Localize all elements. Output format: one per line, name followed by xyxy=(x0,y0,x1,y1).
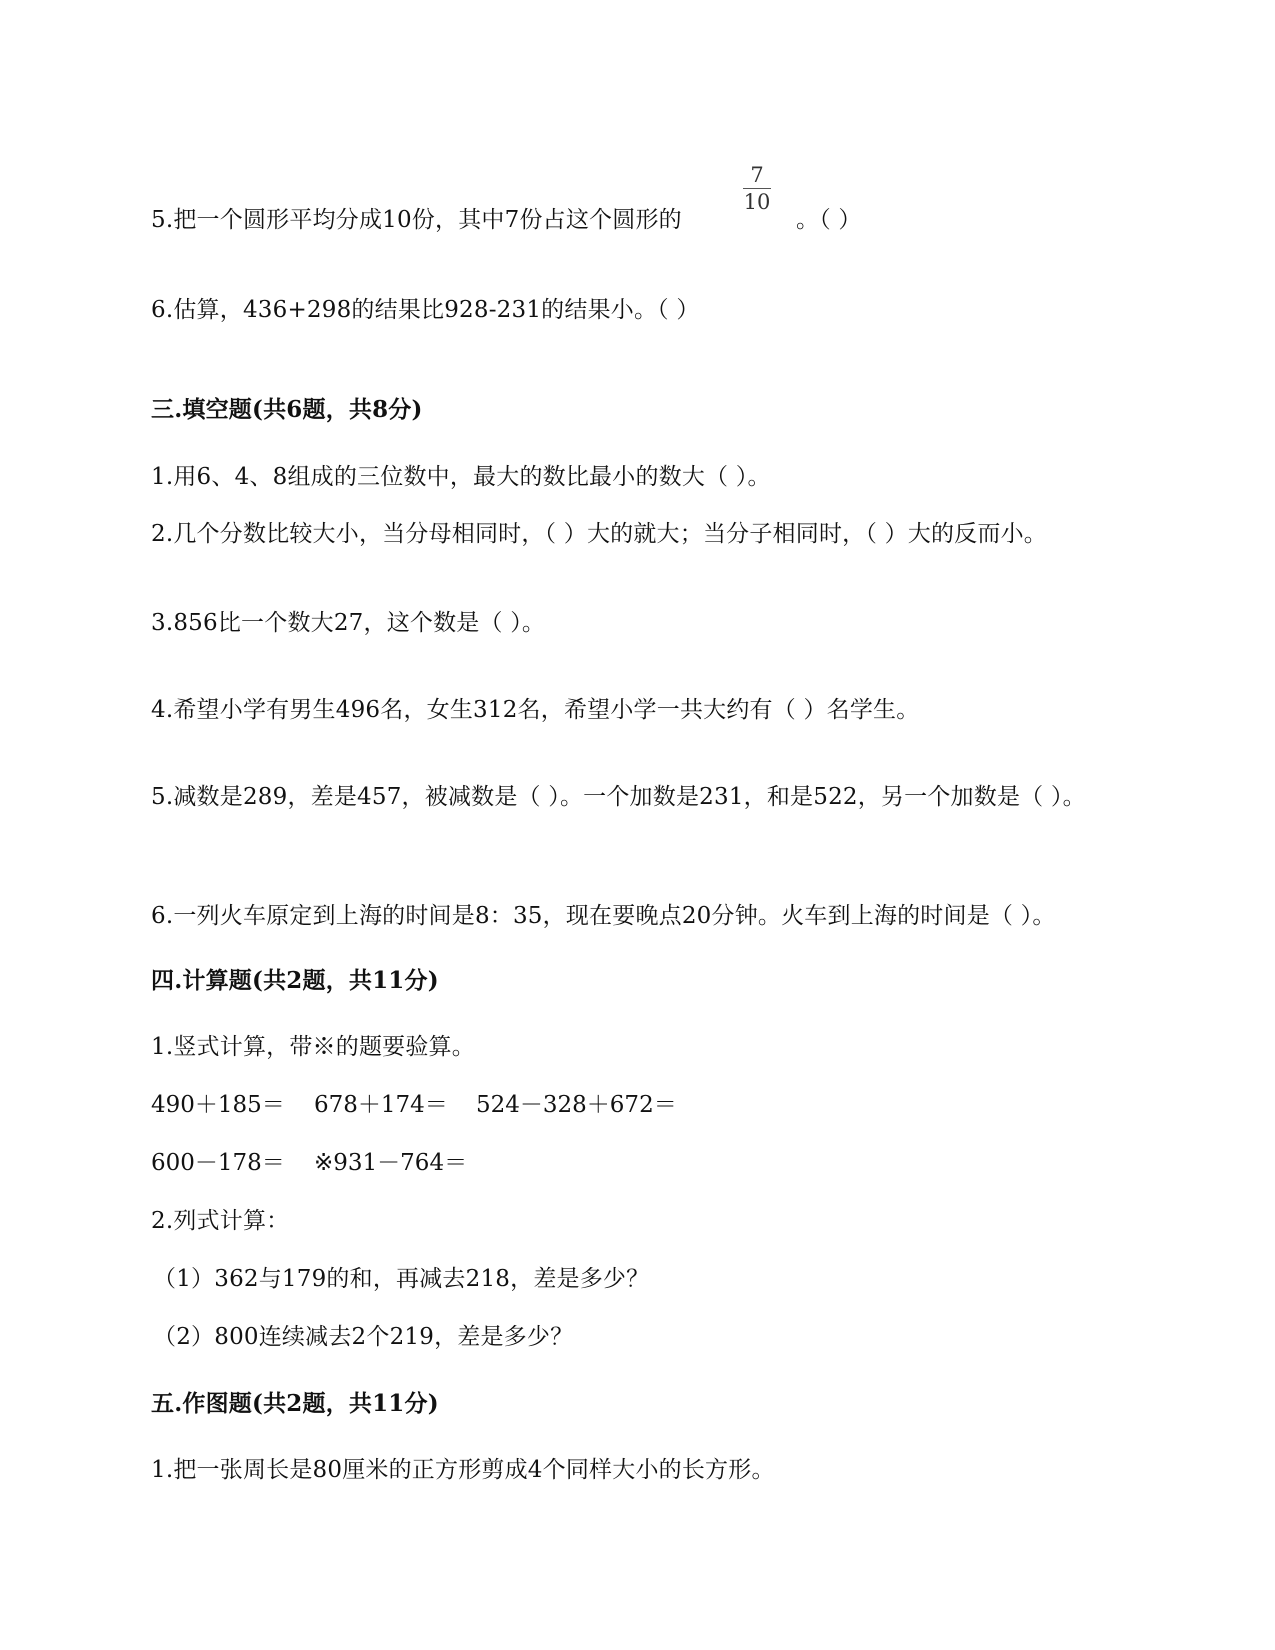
calc-item: ※931－764＝ xyxy=(314,1150,468,1176)
question-text: 5.把一个圆形平均分成10份，其中7份占这个圆形的 xyxy=(151,207,682,233)
question-3-3: 3.856比一个数大27，这个数是（ ）。 xyxy=(151,610,546,636)
calc-item: 678＋174＝ xyxy=(314,1092,448,1118)
question-4-2-2: （2）800连续减去2个219，差是多少？ xyxy=(153,1324,574,1350)
question-2-5-tail xyxy=(796,203,862,237)
calc-item: 490＋185＝ xyxy=(151,1092,285,1118)
calc-item: 524－328＋672＝ xyxy=(476,1092,677,1118)
fraction-bar xyxy=(743,188,771,189)
question-4-2: 2.列式计算： xyxy=(151,1208,290,1234)
question-3-5: 5.减数是289，差是457，被减数是（ ）。一个加数是231，和是522，另一个加数是（ ）。 xyxy=(151,784,1086,810)
calc-row-2 xyxy=(151,1146,467,1180)
question-5-1: 1.把一张周长是80厘米的正方形剪成4个同样大小的长方形。 xyxy=(151,1457,775,1483)
question-3-6: 6.一列火车原定到上海的时间是8：35，现在要晚点20分钟。火车到上海的时间是（ ）。 xyxy=(151,903,1056,929)
question-2-6 xyxy=(151,293,700,327)
question-text: 6.估算，436+298的结果比928-231的结果小。（ ） xyxy=(151,297,700,323)
calc-row-1 xyxy=(151,1088,677,1122)
fraction-numerator: 7 xyxy=(750,163,764,187)
question-text-tail: 。（ ） xyxy=(796,207,862,233)
question-3-4: 4.希望小学有男生496名，女生312名，希望小学一共大约有（ ）名学生。 xyxy=(151,697,920,723)
question-3-1: 1.用6、4、8组成的三位数中，最大的数比最小的数大（ ）。 xyxy=(151,464,771,490)
question-3-2: 2.几个分数比较大小，当分母相同时，（ ）大的就大；当分子相同时，（ ）大的反而小。 xyxy=(151,521,1047,547)
section-5-heading: 五.作图题(共2题，共11分) xyxy=(151,1390,439,1417)
fraction-denominator: 10 xyxy=(743,190,771,214)
section-4-heading: 四.计算题(共2题，共11分) xyxy=(151,967,439,994)
fraction-seven-tenths xyxy=(742,164,772,213)
question-4-2-1: （1）362与179的和，再减去218，差是多少？ xyxy=(153,1266,650,1292)
question-2-5 xyxy=(151,203,682,237)
section-3-heading: 三.填空题(共6题，共8分) xyxy=(151,396,423,423)
calc-item: 600－178＝ xyxy=(151,1150,285,1176)
question-4-1: 1.竖式计算，带※的题要验算。 xyxy=(151,1034,475,1060)
